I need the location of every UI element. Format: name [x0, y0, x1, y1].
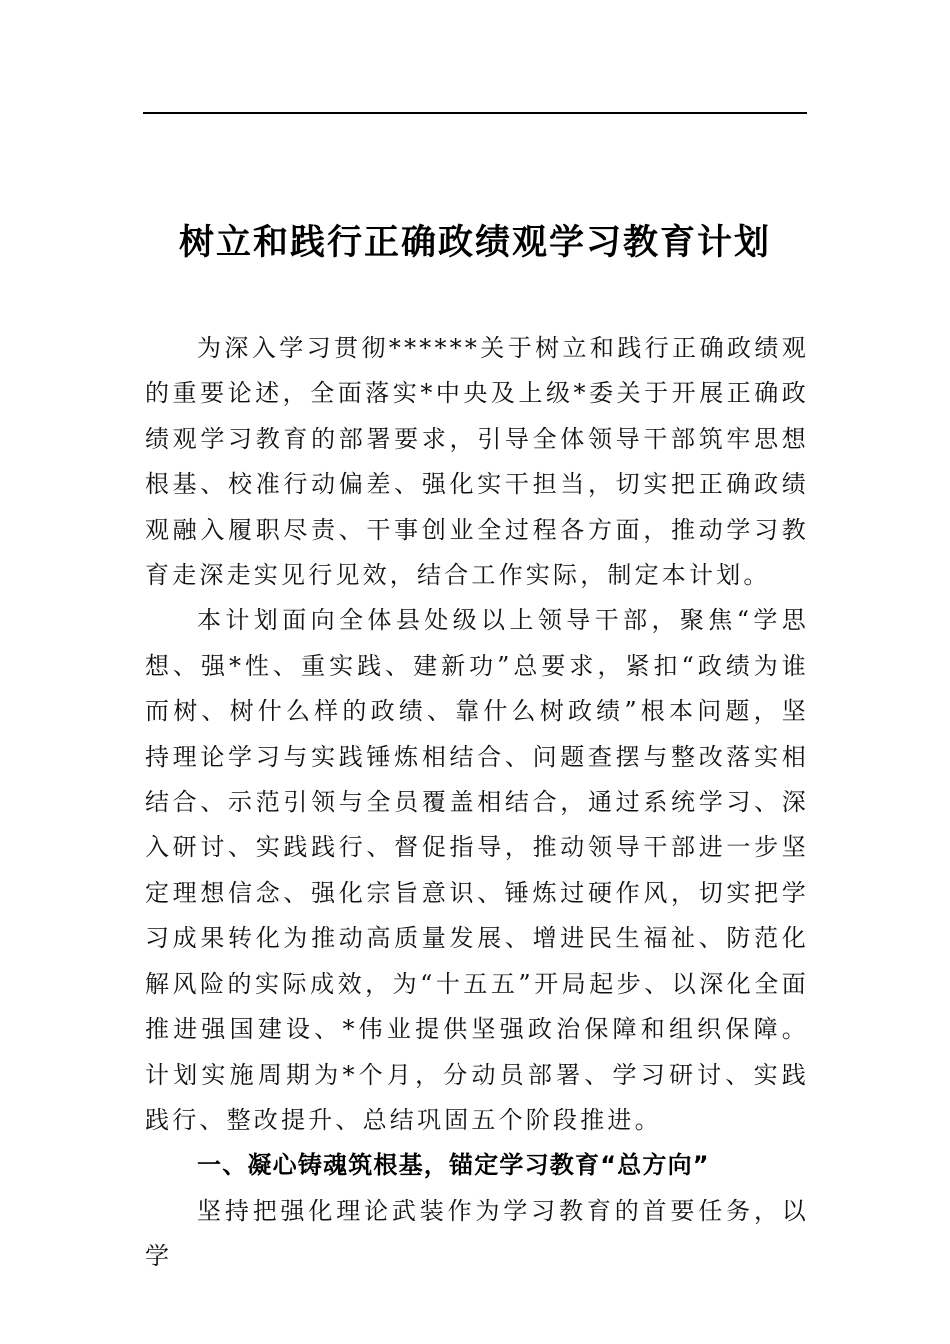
document-body	[145, 326, 809, 1280]
document-title: 树立和践行正确政绩观学习教育计划	[178, 222, 771, 264]
overview-paragraph: 本计划面向全体县处级以上领导干部，聚焦“学思想、强*性、重实践、建新功”总要求，紧扣“政绩为谁而树、树什么样的政绩、靠什么树政绩”根本问题，坚持理论学习与实践锤炼相结合、问题查摆与整改落实相结合、示范引领与全员覆盖相结合，通过系统学习、深入研讨、实践践行、督促指导，推动领导干部进一步坚定理想信念、强化宗旨意识、锤炼过硬作风，切实把学习成果转化为推动高质量发展、增进民生福祉、防范化解风险的实际成效，为“十五五”开局起步、以深化全面推进强国建设、*伟业提供坚强政治保障和组织保障。计划实施周期为*个月，分动员部署、学习研讨、实践践行、整改提升、总结巩固五个阶段推进。	[145, 606, 809, 1134]
intro-paragraph: 为深入学习贯彻******关于树立和践行正确政绩观的重要论述，全面落实*中央及上级*委关于开展正确政绩观学习教育的部署要求，引导全体领导干部筑牢思想根基、校准行动偏差、强化实干担当，切实把正确政绩观融入履职尽责、干事创业全过程各方面，推动学习教育走深走实见行见效，结合工作实际，制定本计划。	[145, 334, 809, 590]
section-heading: 一、凝心铸魂筑根基，锚定学习教育“总方向”	[197, 1151, 710, 1180]
header-rule	[143, 112, 807, 114]
section-paragraph: 坚持把强化理论武装作为学习教育的首要任务，以学	[145, 1196, 809, 1271]
